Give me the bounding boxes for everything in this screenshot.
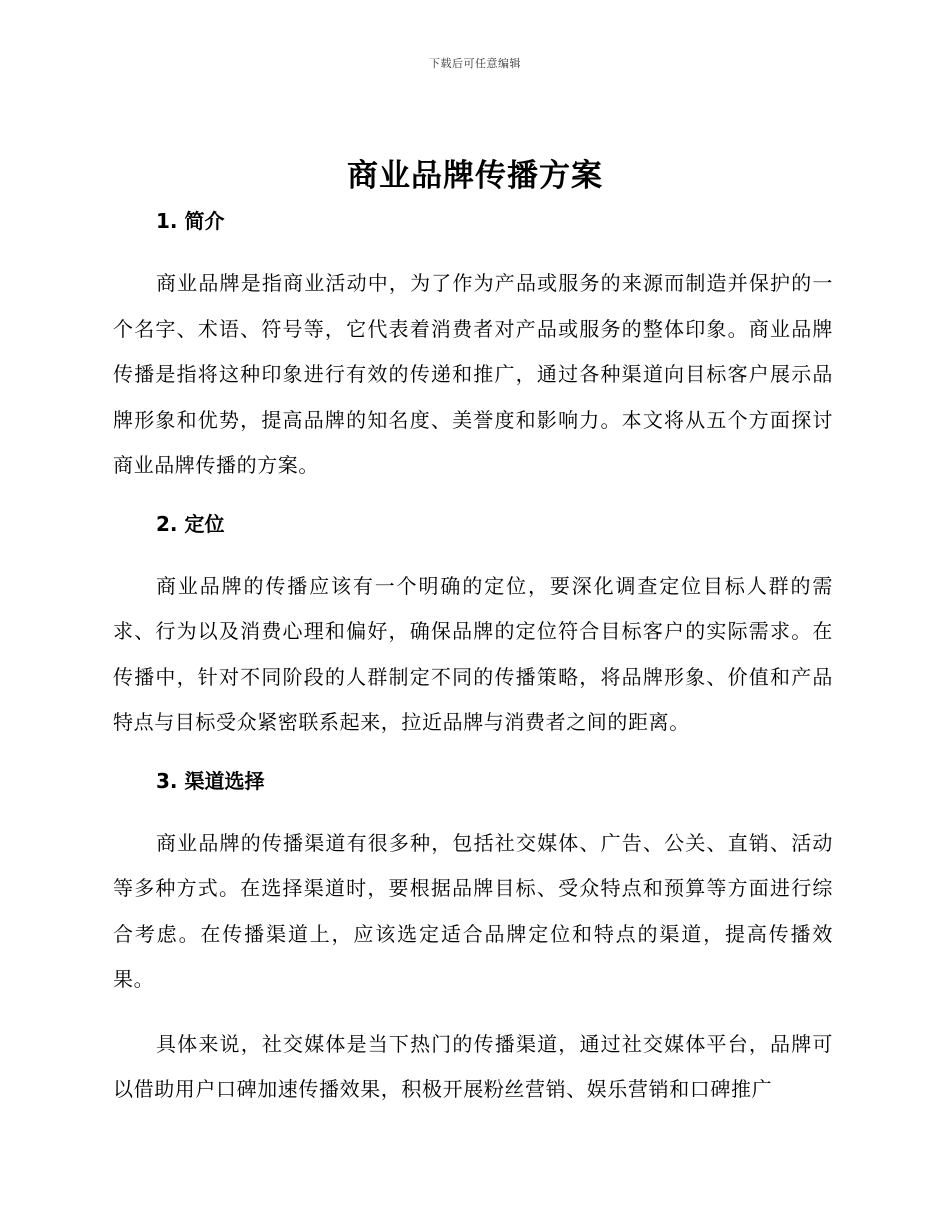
document-title: 商业品牌传播方案	[347, 158, 603, 194]
paragraph-channels-1: 商业品牌的传播渠道有很多种，包括社交媒体、广告、公关、直销、活动等多种方式。在选择渠道时，要根据品牌目标、受众特点和预算等方面进行综合考虑。在传播渠道上，应该选定适合品牌定位和特点的渠道，提高传播效果。	[113, 830, 833, 991]
paragraph-channels-2: 具体来说，社交媒体是当下热门的传播渠道，通过社交媒体平台，品牌可以借助用户口碑加速传播效果，积极开展粉丝营销、娱乐营销和口碑推广	[113, 1031, 833, 1101]
section-intro	[113, 205, 833, 508]
paragraph-intro: 商业品牌是指商业活动中，为了作为产品或服务的来源而制造并保护的一个名字、术语、符号等，它代表着消费者对产品或服务的整体印象。商业品牌传播是指将这种印象进行有效的传递和推广，通过各种渠道向目标客户展示品牌形象和优势，提高品牌的知名度、美誉度和影响力。本文将从五个方面探讨商业品牌传播的方案。	[113, 271, 833, 477]
section-heading-intro: 1. 简介	[156, 209, 225, 233]
header-note: 下载后可任意编辑	[429, 57, 521, 70]
section-heading-channels: 3. 渠道选择	[156, 768, 265, 793]
paragraph-positioning: 商业品牌的传播应该有一个明确的定位，要深化调查定位目标人群的需求、行为以及消费心理和偏好，确保品牌的定位符合目标客户的实际需求。在传播中，针对不同阶段的人群制定不同的传播策略，将品牌形象、价值和产品特点与目标受众紧密联系起来，拉近品牌与消费者之间的距离。	[113, 573, 833, 734]
section-positioning	[113, 508, 833, 765]
document-body	[113, 205, 833, 1113]
section-heading-positioning: 2. 定位	[156, 511, 225, 536]
section-channels	[113, 765, 833, 1113]
